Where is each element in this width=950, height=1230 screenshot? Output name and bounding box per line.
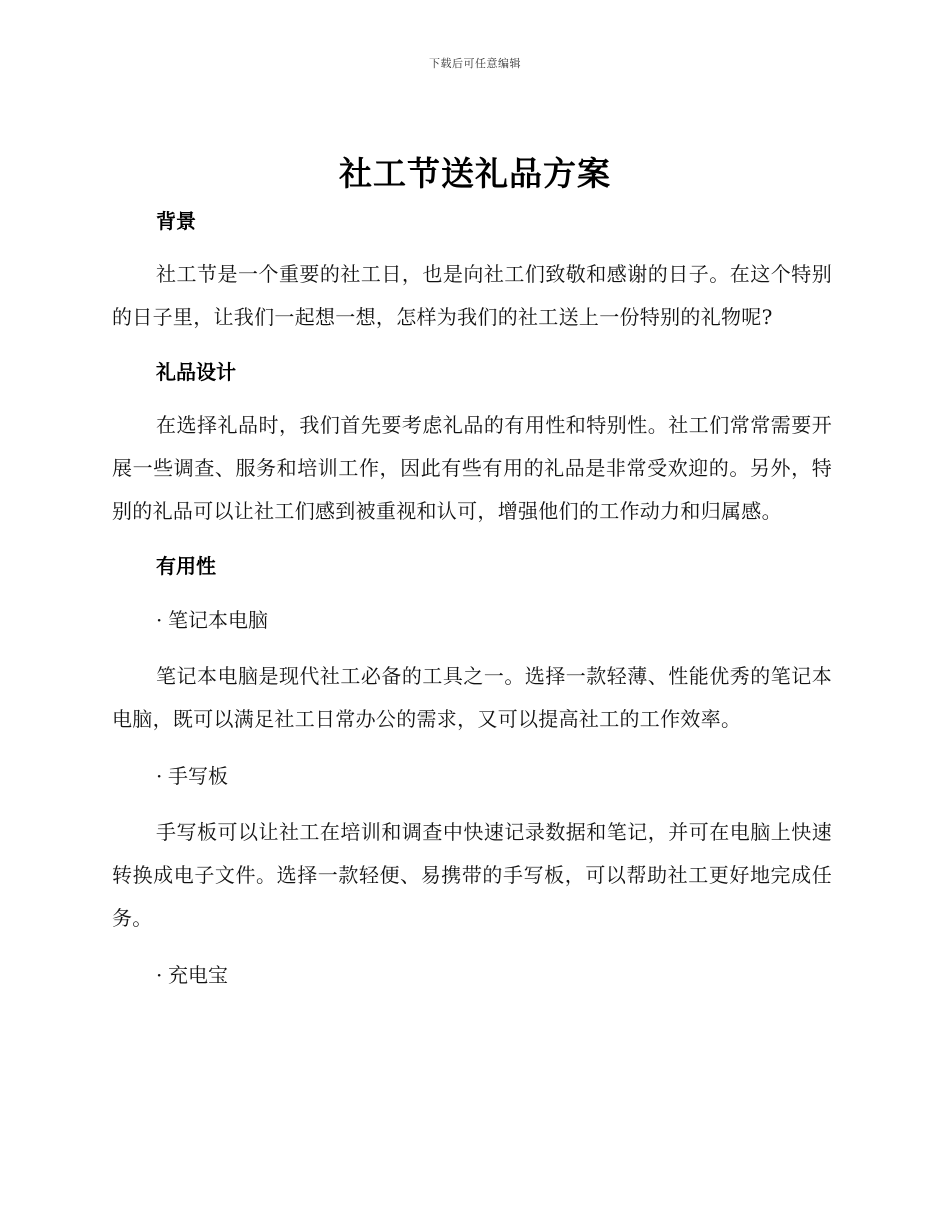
document-body bbox=[112, 200, 832, 994]
section-heading-background: 背景 bbox=[156, 209, 196, 233]
section-heading-usefulness: 有用性 bbox=[156, 554, 216, 578]
list-item-title bbox=[112, 757, 832, 795]
section-paragraph-background: 社工节是一个重要的社工日，也是向社工们致敬和感谢的日子。在这个特别的日子里，让我们一起想一想，怎样为我们的社工送上一份特别的礼物呢? bbox=[112, 262, 832, 329]
section-paragraph-gift-design: 在选择礼品时，我们首先要考虑礼品的有用性和特别性。社工们常常需要开展一些调查、服务和培训工作，因此有些有用的礼品是非常受欢迎的。另外，特别的礼品可以让社工们感到被重视和认可，增强他们的工作动力和归属感。 bbox=[112, 413, 832, 523]
item-title-laptop: 笔记本电脑 bbox=[168, 608, 268, 632]
item-title-tablet: 手写板 bbox=[168, 764, 228, 788]
section-heading-gift-design: 礼品设计 bbox=[156, 360, 236, 384]
list-item-title bbox=[112, 956, 832, 994]
bullet-dot: · bbox=[156, 608, 163, 632]
document-title: 社工节送礼品方案 bbox=[339, 154, 611, 193]
item-description-tablet: 手写板可以让社工在培训和调查中快速记录数据和笔记，并可在电脑上快速转换成电子文件。选择一款轻便、易携带的手写板，可以帮助社工更好地完成任务。 bbox=[112, 820, 832, 930]
list-item-title bbox=[112, 601, 832, 639]
item-description-laptop: 笔记本电脑是现代社工必备的工具之一。选择一款轻薄、性能优秀的笔记本电脑，既可以满足社工日常办公的需求，又可以提高社工的工作效率。 bbox=[112, 664, 832, 731]
bullet-dot: · bbox=[156, 963, 163, 987]
page-header: 下载后可任意编辑 bbox=[429, 57, 521, 70]
item-title-power-bank: 充电宝 bbox=[168, 963, 228, 987]
bullet-dot: · bbox=[156, 764, 163, 788]
